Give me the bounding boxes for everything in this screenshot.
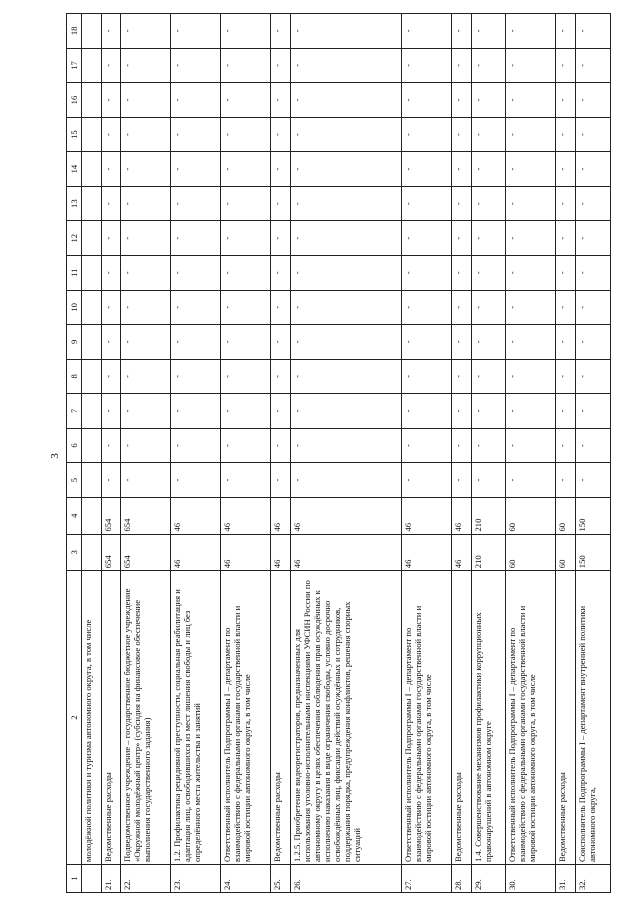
dash-cell <box>82 117 102 152</box>
dash-cell: - <box>121 186 171 221</box>
dash-cell: - <box>471 359 506 394</box>
dash-cell: - <box>576 428 611 463</box>
dash-cell: - <box>221 152 271 187</box>
dash-cell: - <box>121 325 171 360</box>
row-name: Соисполнитель Подпрограммы I – департамент внутренней политики автономного округа, <box>576 571 611 865</box>
dash-cell: - <box>121 463 171 498</box>
table-row <box>271 14 291 893</box>
dash-cell: - <box>271 255 291 290</box>
dash-cell: - <box>556 221 576 256</box>
dash-cell: - <box>471 428 506 463</box>
dash-cell: - <box>556 325 576 360</box>
row-number: 24. <box>221 864 271 892</box>
row-name: 1.2.5. Приобретение видеорегистраторов, предназначенных для использования уголовно-исполнительными инспекциями УФСИН России по автономному округу в целях обеспечения соблюдения прав осуждённых к исполнению наказания в виде ограничения свободы, условно досрочно освобождённых лиц, фиксации действий осуждённых и сотрудников, поддержания порядка, предупреждения конфликтов, решения спорных ситуаций <box>291 571 402 865</box>
column-header: 13 <box>67 186 82 221</box>
dash-cell: - <box>221 290 271 325</box>
dash-cell: - <box>121 359 171 394</box>
row-number: 30. <box>506 864 556 892</box>
dash-cell: - <box>451 359 471 394</box>
dash-cell: - <box>291 221 402 256</box>
dash-cell: - <box>271 48 291 83</box>
dash-cell <box>82 152 102 187</box>
dash-cell: - <box>576 48 611 83</box>
dash-cell: - <box>451 394 471 429</box>
dash-cell: - <box>171 83 221 118</box>
dash-cell: - <box>221 186 271 221</box>
dash-cell: - <box>471 221 506 256</box>
column-header: 4 <box>67 497 82 534</box>
dash-cell: - <box>401 186 451 221</box>
dash-cell: - <box>121 152 171 187</box>
dash-cell: - <box>101 428 121 463</box>
dash-cell: - <box>291 290 402 325</box>
dash-cell: - <box>221 117 271 152</box>
dash-cell: - <box>576 394 611 429</box>
dash-cell: - <box>221 394 271 429</box>
year-value: 210 <box>471 497 506 534</box>
dash-cell: - <box>506 359 556 394</box>
dash-cell <box>82 428 102 463</box>
dash-cell: - <box>171 394 221 429</box>
dash-cell: - <box>271 359 291 394</box>
total-value: 654 <box>121 534 171 571</box>
dash-cell: - <box>576 221 611 256</box>
dash-cell: - <box>556 290 576 325</box>
dash-cell: - <box>556 117 576 152</box>
column-header: 18 <box>67 14 82 49</box>
total-value: 46 <box>221 534 271 571</box>
year-value: 46 <box>401 497 451 534</box>
dash-cell: - <box>576 255 611 290</box>
dash-cell: - <box>271 14 291 49</box>
year-value: 46 <box>291 497 402 534</box>
row-number: 31. <box>556 864 576 892</box>
row-name: Ведомственные расходы <box>556 571 576 865</box>
row-number: 26. <box>291 864 402 892</box>
dash-cell: - <box>291 325 402 360</box>
dash-cell: - <box>556 463 576 498</box>
dash-cell: - <box>121 428 171 463</box>
dash-cell: - <box>401 117 451 152</box>
dash-cell: - <box>121 14 171 49</box>
dash-cell <box>82 325 102 360</box>
dash-cell: - <box>451 221 471 256</box>
year-value: 654 <box>101 497 121 534</box>
dash-cell: - <box>171 117 221 152</box>
dash-cell: - <box>506 463 556 498</box>
year-value: 46 <box>221 497 271 534</box>
dash-cell <box>82 394 102 429</box>
year-value: 654 <box>121 497 171 534</box>
row-number: 23. <box>171 864 221 892</box>
total-value: 654 <box>101 534 121 571</box>
column-header: 2 <box>67 571 82 865</box>
dash-cell <box>82 255 102 290</box>
column-header: 15 <box>67 117 82 152</box>
dash-cell: - <box>271 428 291 463</box>
table-row <box>82 14 102 893</box>
dash-cell: - <box>506 14 556 49</box>
dash-cell: - <box>506 325 556 360</box>
dash-cell: - <box>221 428 271 463</box>
total-value: 46 <box>451 534 471 571</box>
dash-cell <box>82 48 102 83</box>
table-row <box>171 14 221 893</box>
total-value: 46 <box>401 534 451 571</box>
column-header: 12 <box>67 221 82 256</box>
dash-cell: - <box>576 14 611 49</box>
year-value: 46 <box>171 497 221 534</box>
dash-cell: - <box>271 325 291 360</box>
dash-cell: - <box>576 152 611 187</box>
dash-cell: - <box>556 14 576 49</box>
dash-cell <box>82 463 102 498</box>
dash-cell: - <box>506 290 556 325</box>
total-value: 60 <box>556 534 576 571</box>
dash-cell <box>82 186 102 221</box>
year-value: 150 <box>576 497 611 534</box>
dash-cell: - <box>451 255 471 290</box>
dash-cell: - <box>101 186 121 221</box>
dash-cell: - <box>291 117 402 152</box>
dash-cell: - <box>101 394 121 429</box>
row-name: молодёжной политики и туризма автономного округа, в том числе <box>82 571 102 865</box>
dash-cell: - <box>506 221 556 256</box>
column-header: 17 <box>67 48 82 83</box>
row-number: 21. <box>101 864 121 892</box>
table-row <box>506 14 556 893</box>
dash-cell: - <box>506 152 556 187</box>
row-number: 29. <box>471 864 506 892</box>
dash-cell: - <box>451 48 471 83</box>
dash-cell: - <box>171 359 221 394</box>
dash-cell: - <box>506 428 556 463</box>
dash-cell: - <box>471 117 506 152</box>
row-name: Подведомственное учреждение – государственное бюджетное учреждение «Окружной молодёжный центр» (субсидия на финансовое обеспечение выполнения государственного задания) <box>121 571 171 865</box>
dash-cell: - <box>471 48 506 83</box>
table-row <box>556 14 576 893</box>
table-body <box>82 14 611 893</box>
dash-cell: - <box>451 117 471 152</box>
row-number <box>82 864 102 892</box>
dash-cell: - <box>556 359 576 394</box>
column-header: 1 <box>67 864 82 892</box>
dash-cell: - <box>401 428 451 463</box>
dash-cell: - <box>271 221 291 256</box>
table-row <box>451 14 471 893</box>
row-name: 1.4. Совершенствование механизмов профилактики коррупционных правонарушений в автономном округе <box>471 571 506 865</box>
dash-cell: - <box>556 255 576 290</box>
dash-cell: - <box>221 463 271 498</box>
dash-cell: - <box>506 394 556 429</box>
dash-cell: - <box>506 186 556 221</box>
dash-cell: - <box>271 394 291 429</box>
year-value: 60 <box>506 497 556 534</box>
dash-cell: - <box>101 290 121 325</box>
dash-cell: - <box>506 83 556 118</box>
total-value: 210 <box>471 534 506 571</box>
table-row <box>576 14 611 893</box>
dash-cell: - <box>576 359 611 394</box>
dash-cell: - <box>471 14 506 49</box>
dash-cell: - <box>556 152 576 187</box>
dash-cell: - <box>171 325 221 360</box>
dash-cell: - <box>271 186 291 221</box>
dash-cell: - <box>576 117 611 152</box>
dash-cell: - <box>121 117 171 152</box>
dash-cell: - <box>291 48 402 83</box>
dash-cell: - <box>271 83 291 118</box>
year-value: 46 <box>451 497 471 534</box>
dash-cell: - <box>556 428 576 463</box>
column-header: 14 <box>67 152 82 187</box>
table-row <box>471 14 506 893</box>
column-header: 3 <box>67 534 82 571</box>
column-header: 7 <box>67 394 82 429</box>
dash-cell: - <box>121 290 171 325</box>
row-number: 28. <box>451 864 471 892</box>
dash-cell: - <box>101 14 121 49</box>
column-header: 9 <box>67 325 82 360</box>
row-name: Ответственный исполнитель Подпрограммы I – департамент по взаимодействию с федеральными органами государственной власти и мировой юстиции автономного округа, в том числе <box>221 571 271 865</box>
dash-cell: - <box>556 186 576 221</box>
dash-cell: - <box>221 83 271 118</box>
column-header: 11 <box>67 255 82 290</box>
year-value: 46 <box>271 497 291 534</box>
dash-cell: - <box>291 463 402 498</box>
dash-cell: - <box>271 463 291 498</box>
dash-cell: - <box>401 394 451 429</box>
table-row <box>291 14 402 893</box>
table-row <box>121 14 171 893</box>
row-number: 22. <box>121 864 171 892</box>
dash-cell: - <box>576 83 611 118</box>
dash-cell: - <box>171 463 221 498</box>
dash-cell: - <box>576 186 611 221</box>
dash-cell: - <box>291 428 402 463</box>
dash-cell: - <box>171 428 221 463</box>
dash-cell: - <box>556 48 576 83</box>
dash-cell: - <box>471 255 506 290</box>
dash-cell: - <box>291 152 402 187</box>
row-number: 27. <box>401 864 451 892</box>
dash-cell: - <box>101 255 121 290</box>
dash-cell: - <box>101 359 121 394</box>
dash-cell <box>82 14 102 49</box>
total-value: 46 <box>291 534 402 571</box>
dash-cell <box>82 221 102 256</box>
row-number: 25. <box>271 864 291 892</box>
column-header: 10 <box>67 290 82 325</box>
row-name: Ответственный исполнитель Подпрограммы I – департамент по взаимодействию с федеральными органами государственной власти и мировой юстиции автономного округа, в том числе <box>401 571 451 865</box>
table-row <box>101 14 121 893</box>
dash-cell: - <box>471 290 506 325</box>
dash-cell: - <box>221 255 271 290</box>
row-name: Ответственный исполнитель Подпрограммы I – департамент по взаимодействию с федеральными органами государственной власти и мировой юстиции автономного округа, в том числе <box>506 571 556 865</box>
dash-cell: - <box>451 14 471 49</box>
table-row <box>401 14 451 893</box>
dash-cell: - <box>171 48 221 83</box>
dash-cell: - <box>471 463 506 498</box>
dash-cell: - <box>451 186 471 221</box>
column-header: 16 <box>67 83 82 118</box>
dash-cell: - <box>401 290 451 325</box>
dash-cell: - <box>401 325 451 360</box>
dash-cell: - <box>556 394 576 429</box>
column-header: 5 <box>67 463 82 498</box>
dash-cell: - <box>121 83 171 118</box>
dash-cell: - <box>271 117 291 152</box>
dash-cell: - <box>221 14 271 49</box>
dash-cell: - <box>101 325 121 360</box>
dash-cell: - <box>171 14 221 49</box>
row-number: 32. <box>576 864 611 892</box>
dash-cell <box>82 83 102 118</box>
dash-cell: - <box>471 325 506 360</box>
dash-cell: - <box>451 152 471 187</box>
total-value: 60 <box>506 534 556 571</box>
year-value: 60 <box>556 497 576 534</box>
dash-cell: - <box>451 325 471 360</box>
dash-cell: - <box>451 290 471 325</box>
dash-cell: - <box>576 463 611 498</box>
dash-cell: - <box>171 152 221 187</box>
dash-cell: - <box>221 325 271 360</box>
row-name: Ведомственные расходы <box>451 571 471 865</box>
dash-cell: - <box>121 255 171 290</box>
dash-cell: - <box>451 83 471 118</box>
dash-cell: - <box>291 255 402 290</box>
total-value: 46 <box>271 534 291 571</box>
dash-cell: - <box>291 14 402 49</box>
dash-cell: - <box>451 463 471 498</box>
dash-cell: - <box>401 83 451 118</box>
row-name: Ведомственные расходы <box>101 571 121 865</box>
dash-cell: - <box>401 359 451 394</box>
dash-cell: - <box>401 152 451 187</box>
column-header: 6 <box>67 428 82 463</box>
dash-cell: - <box>101 117 121 152</box>
dash-cell: - <box>291 83 402 118</box>
dash-cell: - <box>401 463 451 498</box>
dash-cell: - <box>471 83 506 118</box>
dash-cell: - <box>171 255 221 290</box>
dash-cell: - <box>101 48 121 83</box>
dash-cell <box>82 290 102 325</box>
page-number: 3 <box>48 453 61 459</box>
dash-cell: - <box>506 255 556 290</box>
year-value <box>82 497 102 534</box>
dash-cell: - <box>271 152 291 187</box>
dash-cell: - <box>401 255 451 290</box>
dash-cell: - <box>576 290 611 325</box>
dash-cell: - <box>221 48 271 83</box>
dash-cell: - <box>556 83 576 118</box>
dash-cell: - <box>101 221 121 256</box>
header-row <box>67 14 82 893</box>
dash-cell: - <box>471 394 506 429</box>
dash-cell: - <box>401 221 451 256</box>
dash-cell: - <box>271 290 291 325</box>
budget-table <box>66 13 611 893</box>
total-value <box>82 534 102 571</box>
dash-cell: - <box>171 290 221 325</box>
dash-cell: - <box>291 394 402 429</box>
dash-cell: - <box>121 394 171 429</box>
dash-cell: - <box>291 186 402 221</box>
column-header: 8 <box>67 359 82 394</box>
total-value: 150 <box>576 534 611 571</box>
total-value: 46 <box>171 534 221 571</box>
dash-cell: - <box>101 463 121 498</box>
row-name: 1.2. Профилактика рецидивной преступности, социальная реабилитация и адаптация лиц, освободившихся из мест лишения свободы и лиц без определённого места жительства и занятий <box>171 571 221 865</box>
dash-cell: - <box>121 221 171 256</box>
table-row <box>221 14 271 893</box>
dash-cell: - <box>101 152 121 187</box>
dash-cell: - <box>506 48 556 83</box>
dash-cell <box>82 359 102 394</box>
dash-cell: - <box>471 152 506 187</box>
dash-cell: - <box>401 14 451 49</box>
dash-cell: - <box>471 186 506 221</box>
dash-cell: - <box>506 117 556 152</box>
row-name: Ведомственные расходы <box>271 571 291 865</box>
dash-cell: - <box>221 359 271 394</box>
dash-cell: - <box>291 359 402 394</box>
dash-cell: - <box>401 48 451 83</box>
dash-cell: - <box>221 221 271 256</box>
dash-cell: - <box>171 186 221 221</box>
dash-cell: - <box>101 83 121 118</box>
dash-cell: - <box>171 221 221 256</box>
dash-cell: - <box>451 428 471 463</box>
dash-cell: - <box>121 48 171 83</box>
dash-cell: - <box>576 325 611 360</box>
